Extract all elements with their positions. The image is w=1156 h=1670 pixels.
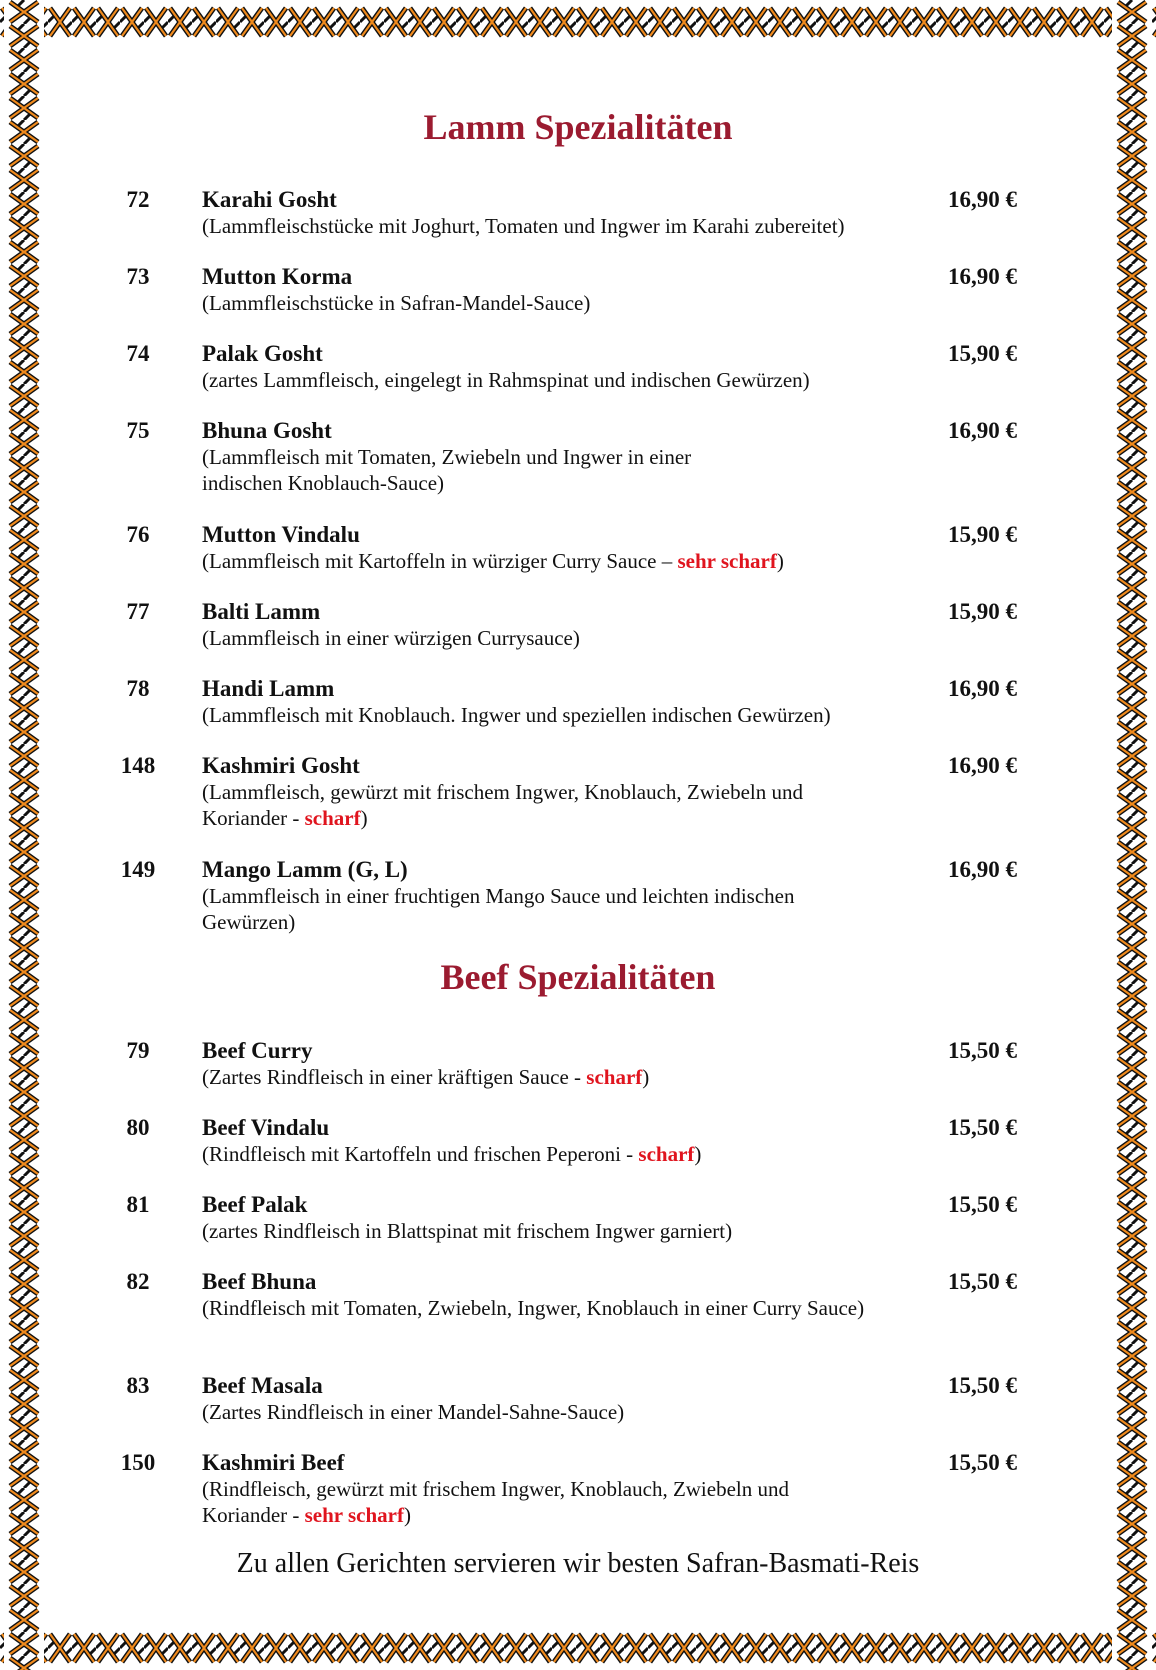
item-number: 76 [126, 522, 150, 547]
item-number: 74 [126, 341, 150, 366]
item-description: (Lammfleischstücke mit Joghurt, Tomaten und Ingwer im Karahi zubereitet) [202, 214, 845, 238]
item-name: Beef Curry [202, 1038, 313, 1063]
item-description: (zartes Rindfleisch in Blattspinat mit frischem Ingwer garniert) [202, 1219, 733, 1243]
decorative-border-top [0, 0, 1156, 44]
item-number: 81 [126, 1192, 150, 1217]
section-title-beef: Beef Spezialitäten [440, 957, 716, 997]
item-price: 16,90 € [948, 676, 1017, 701]
spicy-label: scharf [638, 1142, 695, 1166]
item-description: (Rindfleisch mit Tomaten, Zwiebeln, Ingwer, Knoblauch in einer Curry Sauce) [202, 1296, 865, 1320]
item-price: 15,50 € [948, 1450, 1017, 1475]
item-price: 15,50 € [948, 1269, 1017, 1294]
item-price: 15,90 € [948, 341, 1017, 366]
section-title-lamm: Lamm Spezialitäten [423, 107, 733, 147]
item-name: Bhuna Gosht [202, 418, 332, 443]
item-number: 77 [126, 599, 150, 624]
item-price: 16,90 € [948, 857, 1017, 882]
item-price: 15,50 € [948, 1038, 1017, 1063]
item-price: 16,90 € [948, 418, 1017, 443]
item-number: 149 [120, 857, 156, 882]
item-name: Kashmiri Beef [202, 1450, 345, 1475]
item-description: (Lammfleischstücke in Safran-Mandel-Sauce) [202, 291, 591, 315]
item-price: 16,90 € [948, 187, 1017, 212]
item-price: 16,90 € [948, 264, 1017, 289]
item-number: 80 [126, 1115, 150, 1140]
rice-note: Zu allen Gerichten servieren wir besten Safran-Basmati-Reis [236, 1548, 920, 1579]
item-price: 15,90 € [948, 599, 1017, 624]
item-name: Kashmiri Gosht [202, 753, 360, 778]
item-price: 16,90 € [948, 753, 1017, 778]
item-description: (Lammfleisch in einer würzigen Currysauce) [202, 626, 580, 650]
decorative-border-left [0, 0, 48, 1670]
item-name: Mango Lamm (G, L) [202, 857, 408, 882]
item-number: 83 [126, 1373, 150, 1398]
spicy-label: sehr scharf [304, 1503, 404, 1527]
item-description: (Rindfleisch, gewürzt mit frischem Ingwer, Knoblauch, Zwiebeln und Koriander - sehr scharf) [202, 1477, 789, 1527]
item-description: (Lammfleisch mit Kartoffeln in würziger Curry Sauce – sehr scharf) [202, 549, 784, 573]
item-price: 15,90 € [948, 522, 1017, 547]
spicy-label: scharf [304, 806, 361, 830]
item-number: 78 [126, 676, 150, 701]
item-name: Beef Palak [202, 1192, 308, 1217]
item-description: (zartes Lammfleisch, eingelegt in Rahmspinat und indischen Gewürzen) [202, 368, 810, 392]
item-number: 148 [120, 753, 156, 778]
menu-page [48, 44, 1108, 1626]
item-name: Beef Vindalu [202, 1115, 330, 1140]
decorative-border-bottom [0, 1626, 1156, 1670]
item-price: 15,50 € [948, 1373, 1017, 1398]
item-price: 15,50 € [948, 1192, 1017, 1217]
item-name: Beef Bhuna [202, 1269, 317, 1294]
item-description: (Lammfleisch mit Tomaten, Zwiebeln und Ingwer in einer indischen Knoblauch-Sauce) [202, 445, 692, 495]
item-price: 15,50 € [948, 1115, 1017, 1140]
spicy-label: sehr scharf [677, 549, 777, 573]
decorative-border-right [1108, 0, 1156, 1670]
item-number: 79 [126, 1038, 150, 1063]
item-description: (Lammfleisch mit Knoblauch. Ingwer und speziellen indischen Gewürzen) [202, 703, 831, 727]
spicy-label: scharf [586, 1065, 643, 1089]
item-name: Balti Lamm [202, 599, 321, 624]
item-description: (Lammfleisch in einer fruchtigen Mango Sauce und leichten indischen Gewürzen) [202, 884, 795, 934]
item-number: 73 [126, 264, 150, 289]
item-name: Mutton Korma [202, 264, 353, 289]
item-description: (Lammfleisch, gewürzt mit frischem Ingwer, Knoblauch, Zwiebeln und Koriander - scharf) [202, 780, 803, 830]
item-description: (Zartes Rindfleisch in einer kräftigen Sauce - scharf) [202, 1065, 650, 1089]
item-name: Beef Masala [202, 1373, 323, 1398]
item-number: 72 [126, 187, 150, 212]
item-name: Mutton Vindalu [202, 522, 360, 547]
item-number: 82 [126, 1269, 150, 1294]
item-number: 150 [120, 1450, 156, 1475]
item-name: Karahi Gosht [202, 187, 337, 212]
item-description: (Rindfleisch mit Kartoffeln und frischen Peperoni - scharf) [202, 1142, 702, 1166]
item-number: 75 [126, 418, 150, 443]
item-description: (Zartes Rindfleisch in einer Mandel-Sahne-Sauce) [202, 1400, 625, 1424]
item-name: Palak Gosht [202, 341, 323, 366]
item-name: Handi Lamm [202, 676, 335, 701]
